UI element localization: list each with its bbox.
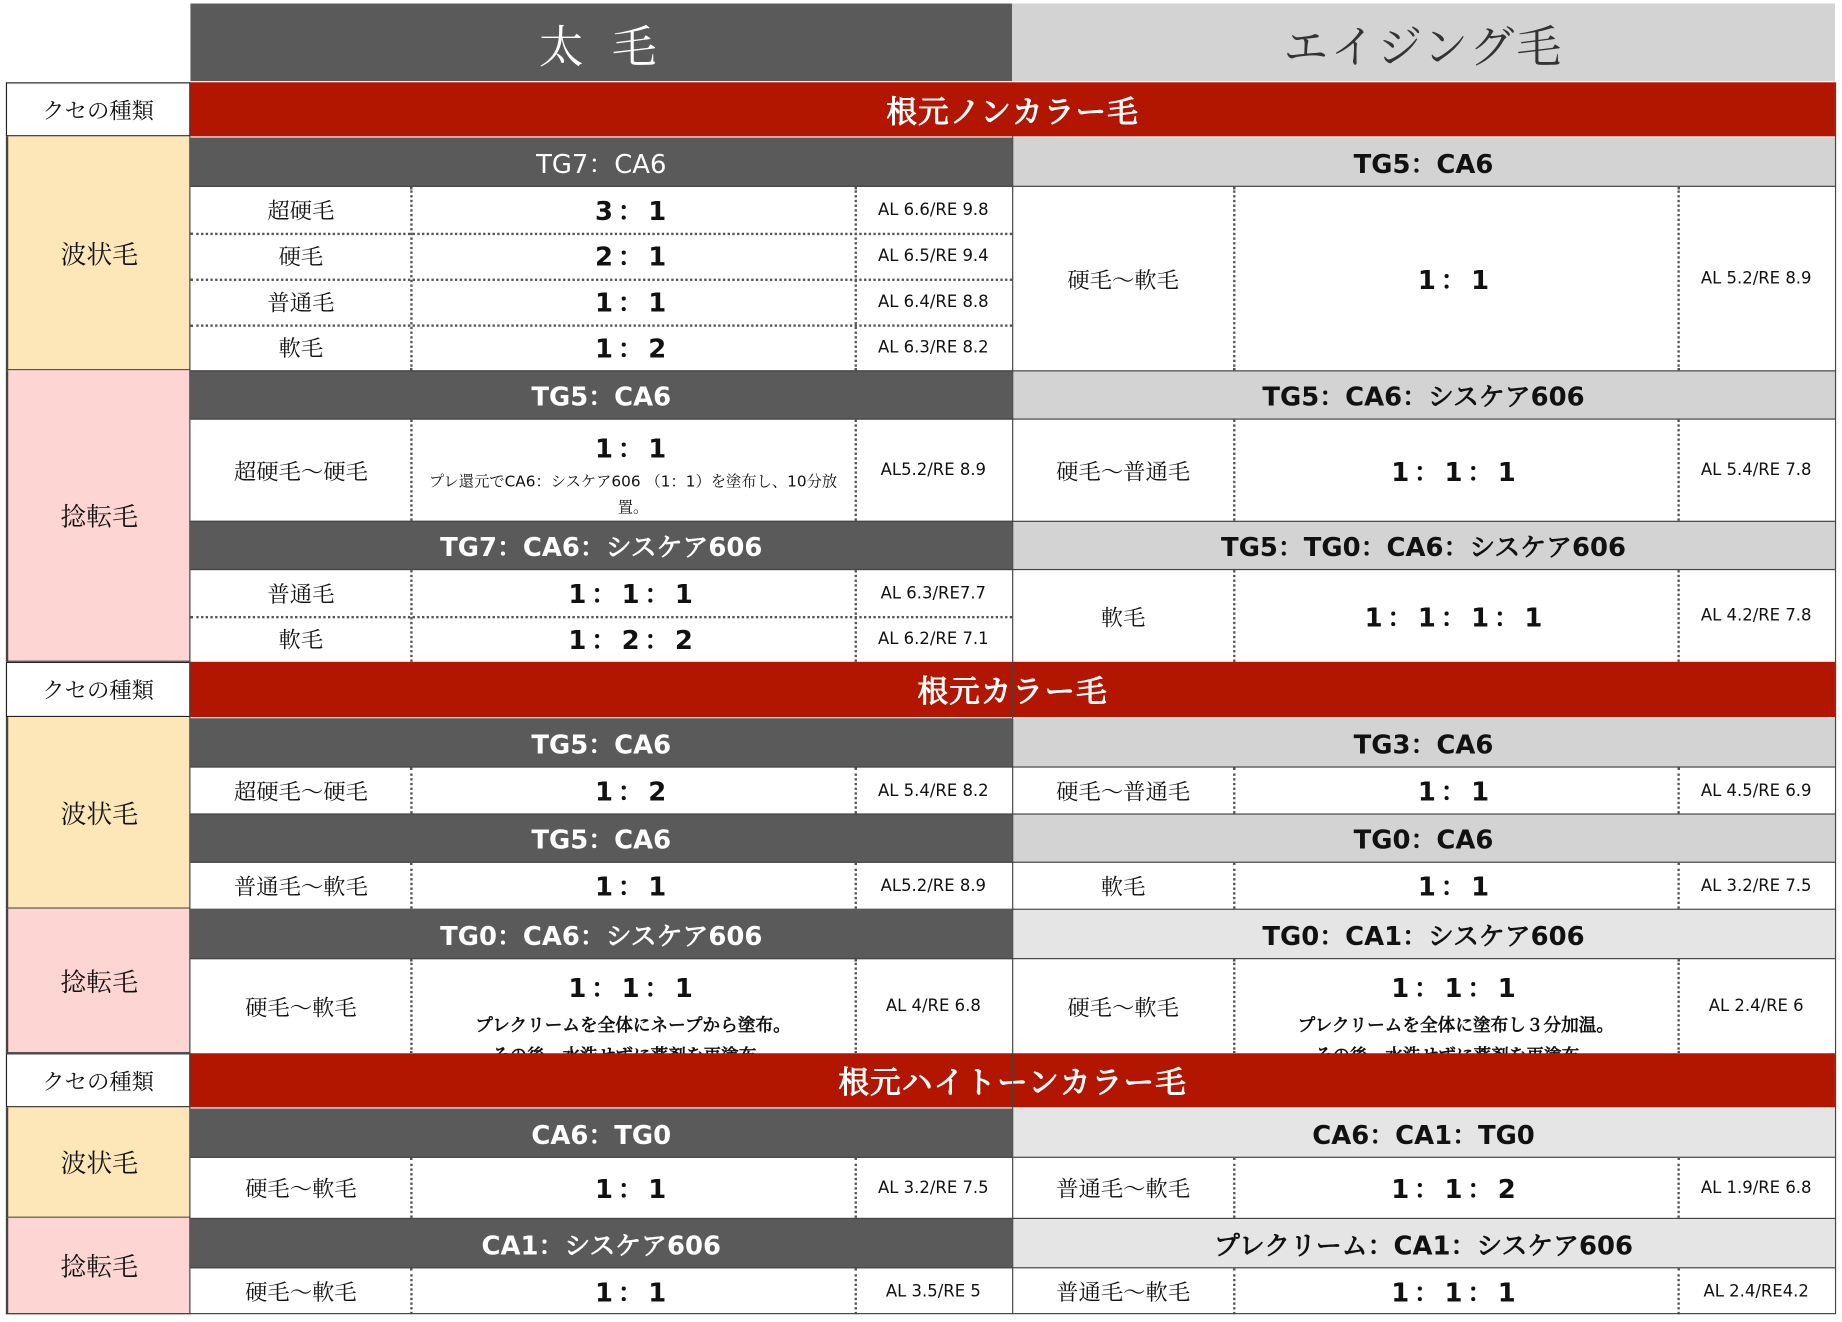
hair-condition-label: 超硬毛 — [267, 198, 335, 225]
al-re-value: AL 6.3/RE7.7 — [880, 583, 987, 603]
kuse-type-label: クセの種類 — [6, 82, 191, 136]
al-re-value: AL 4/RE 6.8 — [885, 996, 981, 1016]
al-re-value: AL 1.9/RE 6.8 — [1700, 1178, 1812, 1198]
mix-ratio: 1：1 — [1417, 778, 1494, 808]
hair-condition-label: 硬毛〜軟毛 — [245, 1280, 357, 1306]
hair-condition-label: 超硬毛〜硬毛 — [233, 459, 368, 485]
mix-ratio: 1：1 — [595, 289, 671, 319]
hair-condition-label: 普通毛〜軟毛 — [1056, 1280, 1191, 1306]
formula-header: TG3：CA6 — [1012, 718, 1835, 767]
formula-header: TG7：CA6 — [190, 138, 1012, 187]
mix-ratio-cell — [411, 959, 854, 1053]
hair-condition-label: 普通毛〜軟毛 — [233, 874, 368, 901]
al-re-value: AL 2.4/RE4.2 — [1703, 1281, 1809, 1301]
formula-header: TG5：CA6 — [1012, 138, 1835, 187]
hair-type-wave: 波状毛 — [6, 1107, 191, 1217]
mix-ratio: 1：1 — [1417, 266, 1494, 296]
formula-header: TG0：CA6 — [1012, 813, 1835, 862]
formula-header: TG5：CA6 — [190, 370, 1012, 419]
al-re-value: AL5.2/RE 8.9 — [880, 460, 987, 480]
formula-header: TG5：TG0：CA6：シスケア606 — [1012, 521, 1835, 570]
hair-condition-label: 普通毛 — [267, 290, 335, 317]
formula-header: プレクリーム：CA1：シスケア606 — [1012, 1219, 1835, 1268]
section-title-non-color: 根元ノンカラー毛 — [190, 82, 1835, 136]
mix-ratio: 1：1：1 — [1391, 974, 1521, 1004]
mix-ratio: 1：2 — [595, 335, 671, 365]
mix-ratio: 1：1 — [1417, 873, 1494, 903]
formula-header: TG5：CA6：シスケア606 — [1012, 370, 1835, 419]
hair-type-twist: 捻転毛 — [6, 370, 191, 662]
hair-condition-label: 普通毛 — [267, 581, 335, 608]
al-re-value: AL5.2/RE 8.9 — [880, 876, 987, 896]
al-re-value: AL 3.5/RE 5 — [885, 1281, 981, 1301]
mix-ratio: 1：1 — [595, 873, 671, 903]
mix-ratio: 1：1 — [595, 434, 671, 465]
al-re-value: AL 6.6/RE 9.8 — [878, 200, 989, 220]
kuse-type-label: クセの種類 — [6, 1053, 191, 1107]
hair-condition-label: 硬毛〜普通毛 — [1056, 459, 1191, 485]
al-re-value: AL 4.5/RE 6.9 — [1700, 781, 1812, 800]
mix-ratio-cell — [411, 420, 854, 521]
mix-ratio: 1：1 — [595, 1175, 671, 1205]
al-re-value: AL 6.4/RE 8.8 — [878, 292, 989, 311]
mix-ratio: 2：1 — [595, 243, 671, 273]
hair-condition-label: 超硬毛〜硬毛 — [233, 779, 368, 806]
al-re-value: AL 5.4/RE 7.8 — [1700, 460, 1812, 480]
al-re-value: AL 3.2/RE 7.5 — [1700, 876, 1812, 896]
mix-ratio: 1：1：2 — [1391, 1175, 1521, 1205]
mix-ratio: 1：1 — [595, 1278, 671, 1309]
mix-ratio: 1：2：2 — [568, 626, 698, 656]
hair-condition-label: 軟毛 — [1100, 874, 1146, 901]
kuse-type-label: クセの種類 — [6, 662, 191, 717]
mix-ratio: 1：1：1 — [1391, 457, 1521, 488]
al-re-value: AL 4.2/RE 7.8 — [1700, 606, 1812, 626]
formula-header: CA1：シスケア606 — [190, 1219, 1012, 1268]
mix-ratio: 1：1：1：1 — [1364, 603, 1548, 634]
hair-condition-label: 硬毛〜普通毛 — [1056, 779, 1191, 806]
mix-ratio: 1：1：1 — [568, 974, 698, 1004]
hair-type-wave: 波状毛 — [6, 136, 191, 370]
formula-header: TG5：CA6 — [190, 813, 1012, 862]
formula-header: TG0：CA1：シスケア606 — [1012, 910, 1835, 959]
hair-condition-label: 硬毛 — [278, 244, 324, 271]
section-title-high-tone: 根元ハイトーンカラー毛 — [190, 1053, 1835, 1107]
al-re-value: AL 5.2/RE 8.9 — [1700, 269, 1812, 288]
al-re-value: AL 6.5/RE 9.4 — [878, 246, 989, 266]
hair-type-wave: 波状毛 — [6, 717, 191, 909]
hair-condition-label: 硬毛〜軟毛 — [245, 1176, 357, 1203]
mix-ratio: 1：1：1 — [1391, 1278, 1521, 1309]
hair-condition-label: 硬毛〜軟毛 — [245, 995, 357, 1021]
section-title-color: 根元カラー毛 — [190, 662, 1835, 717]
al-re-value: AL 6.2/RE 7.1 — [878, 629, 989, 649]
mix-ratio-cell — [1234, 959, 1677, 1053]
formula-header: TG5：CA6 — [190, 718, 1012, 767]
mix-ratio: 3：1 — [595, 197, 671, 227]
hair-condition-label: 軟毛 — [278, 336, 324, 363]
hair-condition-label: 軟毛 — [278, 627, 324, 654]
hair-type-twist: 捻転毛 — [6, 909, 191, 1054]
pretreatment-note: プレクリームを全体に塗布し３分加温。 — [1297, 1014, 1615, 1036]
header-thick-hair: 太 毛 — [190, 4, 1012, 82]
formula-header: CA6：TG0 — [190, 1108, 1012, 1157]
al-re-value: AL 2.4/RE 6 — [1708, 996, 1804, 1016]
mix-ratio: 1：1：1 — [568, 580, 698, 611]
al-re-value: AL 6.3/RE 8.2 — [878, 337, 989, 357]
formula-header: TG0：CA6：シスケア606 — [190, 910, 1012, 959]
hair-condition-label: 普通毛〜軟毛 — [1056, 1176, 1191, 1203]
header-aging-hair: エイジング毛 — [1012, 4, 1835, 82]
formula-header: CA6：CA1：TG0 — [1012, 1108, 1835, 1157]
hair-type-twist: 捻転毛 — [6, 1218, 191, 1314]
formula-header: TG7：CA6：シスケア606 — [190, 521, 1012, 570]
hair-condition-label: 硬毛〜軟毛 — [1067, 995, 1180, 1021]
pretreatment-note: プレクリームを全体にネープから塗布。 — [475, 1014, 791, 1036]
hair-condition-label: 硬毛〜軟毛 — [1067, 267, 1180, 294]
al-re-value: AL 3.2/RE 7.5 — [878, 1178, 989, 1198]
hair-condition-label: 軟毛 — [1100, 604, 1146, 631]
pretreatment-note: プレ還元でCA6：シスケア606 （1：1）を塗布し、10分放置。 — [428, 473, 838, 518]
mix-ratio: 1：2 — [595, 778, 671, 808]
al-re-value: AL 5.4/RE 8.2 — [878, 781, 989, 800]
